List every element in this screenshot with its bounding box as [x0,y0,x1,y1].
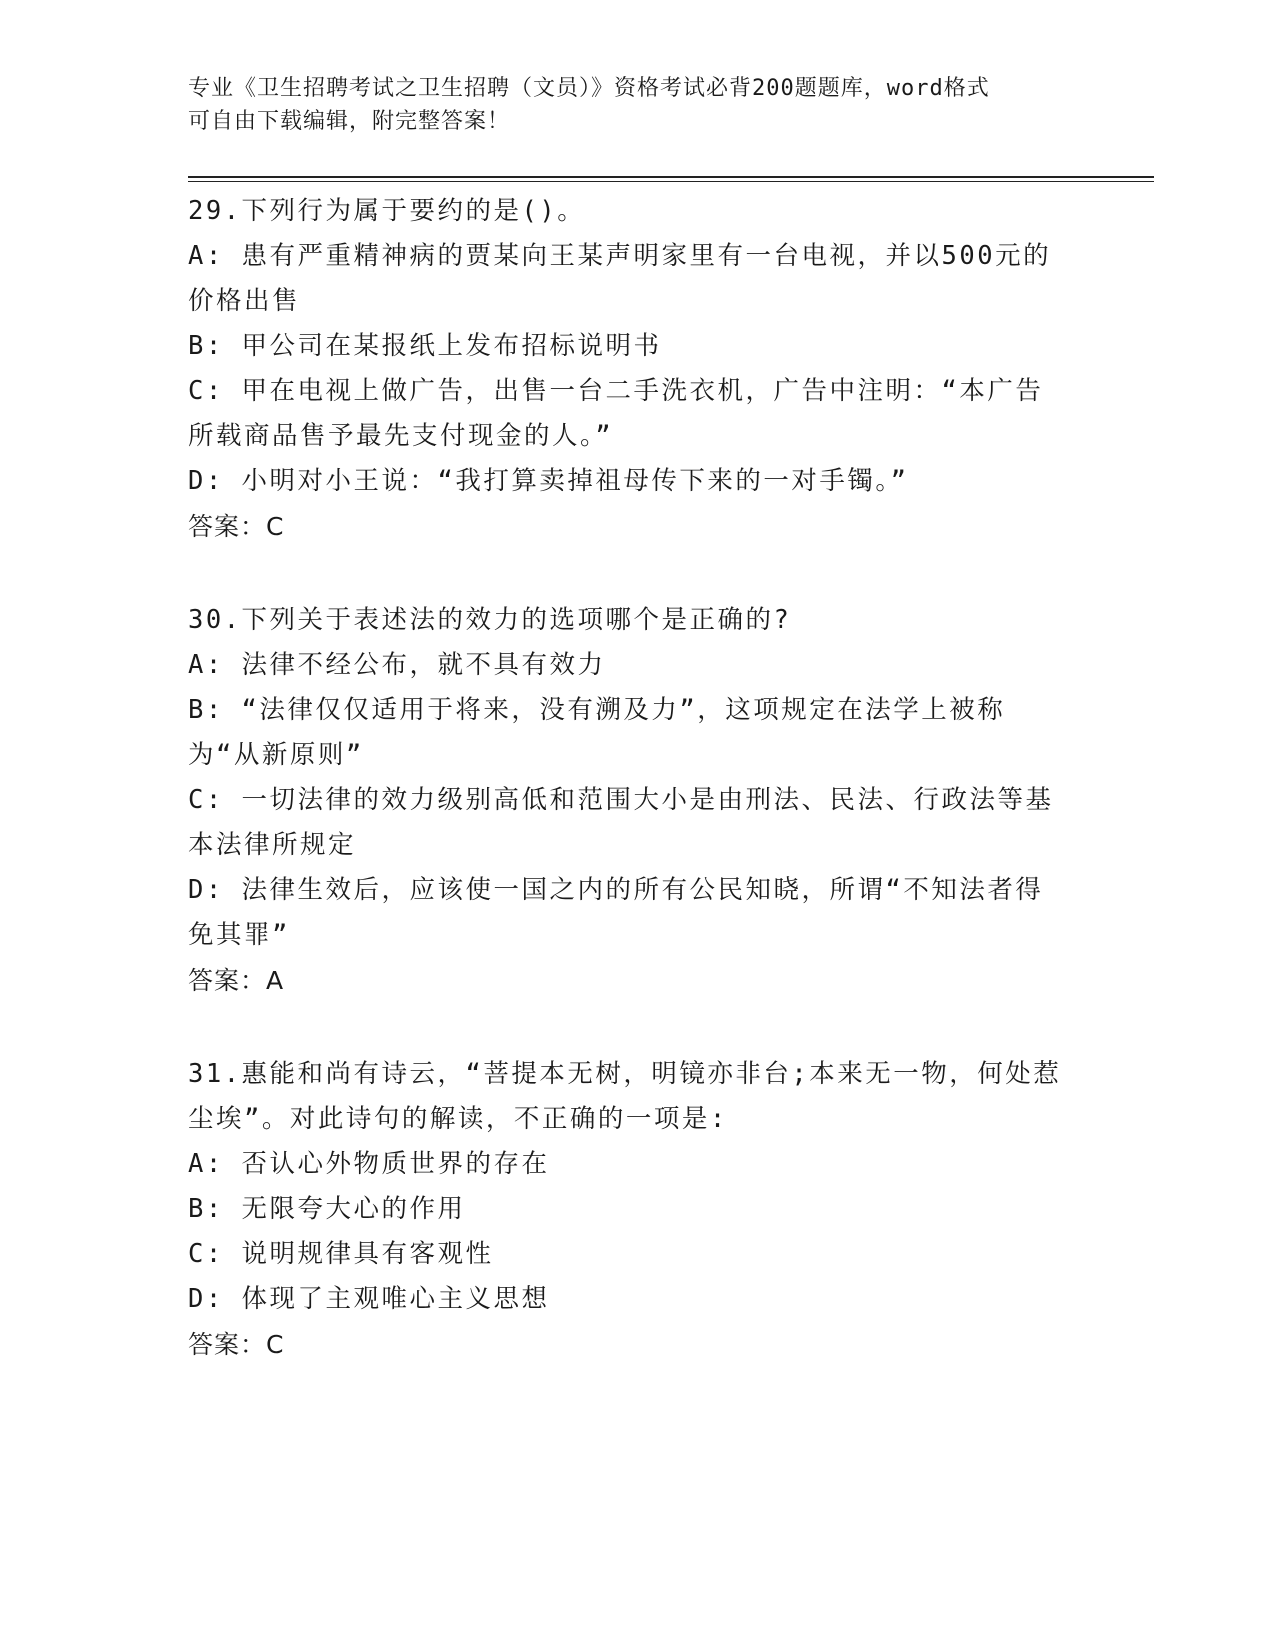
question-stem: 29.下列行为属于要约的是()。 [188,196,586,226]
answer: 答案：C [188,1330,285,1359]
option-d: D: 法律生效后，应该使一国之内的所有公民知晓，所谓“不知法者得免其罪” [188,875,1044,950]
option-d: D: 小明对小王说：“我打算卖掉祖母传下来的一对手镯。” [188,466,909,496]
document-header [188,72,1068,138]
header-divider-thin [188,181,1154,182]
question-stem: 31.惠能和尚有诗云，“菩提本无树，明镜亦非台;本来无一物，何处惹尘埃”。对此诗句的解读，不正确的一项是: [188,1059,1062,1134]
question-stem: 30.下列关于表述法的效力的选项哪个是正确的? [188,605,792,635]
option-d: D: 体现了主观唯心主义思想 [188,1284,550,1314]
question-31 [188,1052,1068,1367]
header-title-line-2: 可自由下载编辑，附完整答案！ [188,109,511,134]
option-b: B: 甲公司在某报纸上发布招标说明书 [188,331,662,361]
header-title-line-1: 专业《卫生招聘考试之卫生招聘（文员）》资格考试必背200题题库，word格式 [188,76,990,101]
question-30 [188,598,1068,1003]
option-a: A: 否认心外物质世界的存在 [188,1149,550,1179]
header-divider-thick [188,176,1154,178]
option-a: A: 法律不经公布，就不具有效力 [188,650,606,680]
option-c: C: 一切法律的效力级别高低和范围大小是由刑法、民法、行政法等基本法律所规定 [188,785,1054,860]
answer: 答案：C [188,512,285,541]
option-a: A: 患有严重精神病的贾某向王某声明家里有一台电视，并以500元的价格出售 [188,241,1052,316]
question-29 [188,189,1068,549]
option-c: C: 说明规律具有客观性 [188,1239,494,1269]
option-b: B: “法律仅仅适用于将来，没有溯及力”，这项规定在法学上被称为“从新原则” [188,695,1006,770]
option-c: C: 甲在电视上做广告，出售一台二手洗衣机，广告中注明：“本广告所载商品售予最先支付现金的人。” [188,376,1044,451]
answer: 答案：A [188,966,285,995]
option-b: B: 无限夸大心的作用 [188,1194,466,1224]
